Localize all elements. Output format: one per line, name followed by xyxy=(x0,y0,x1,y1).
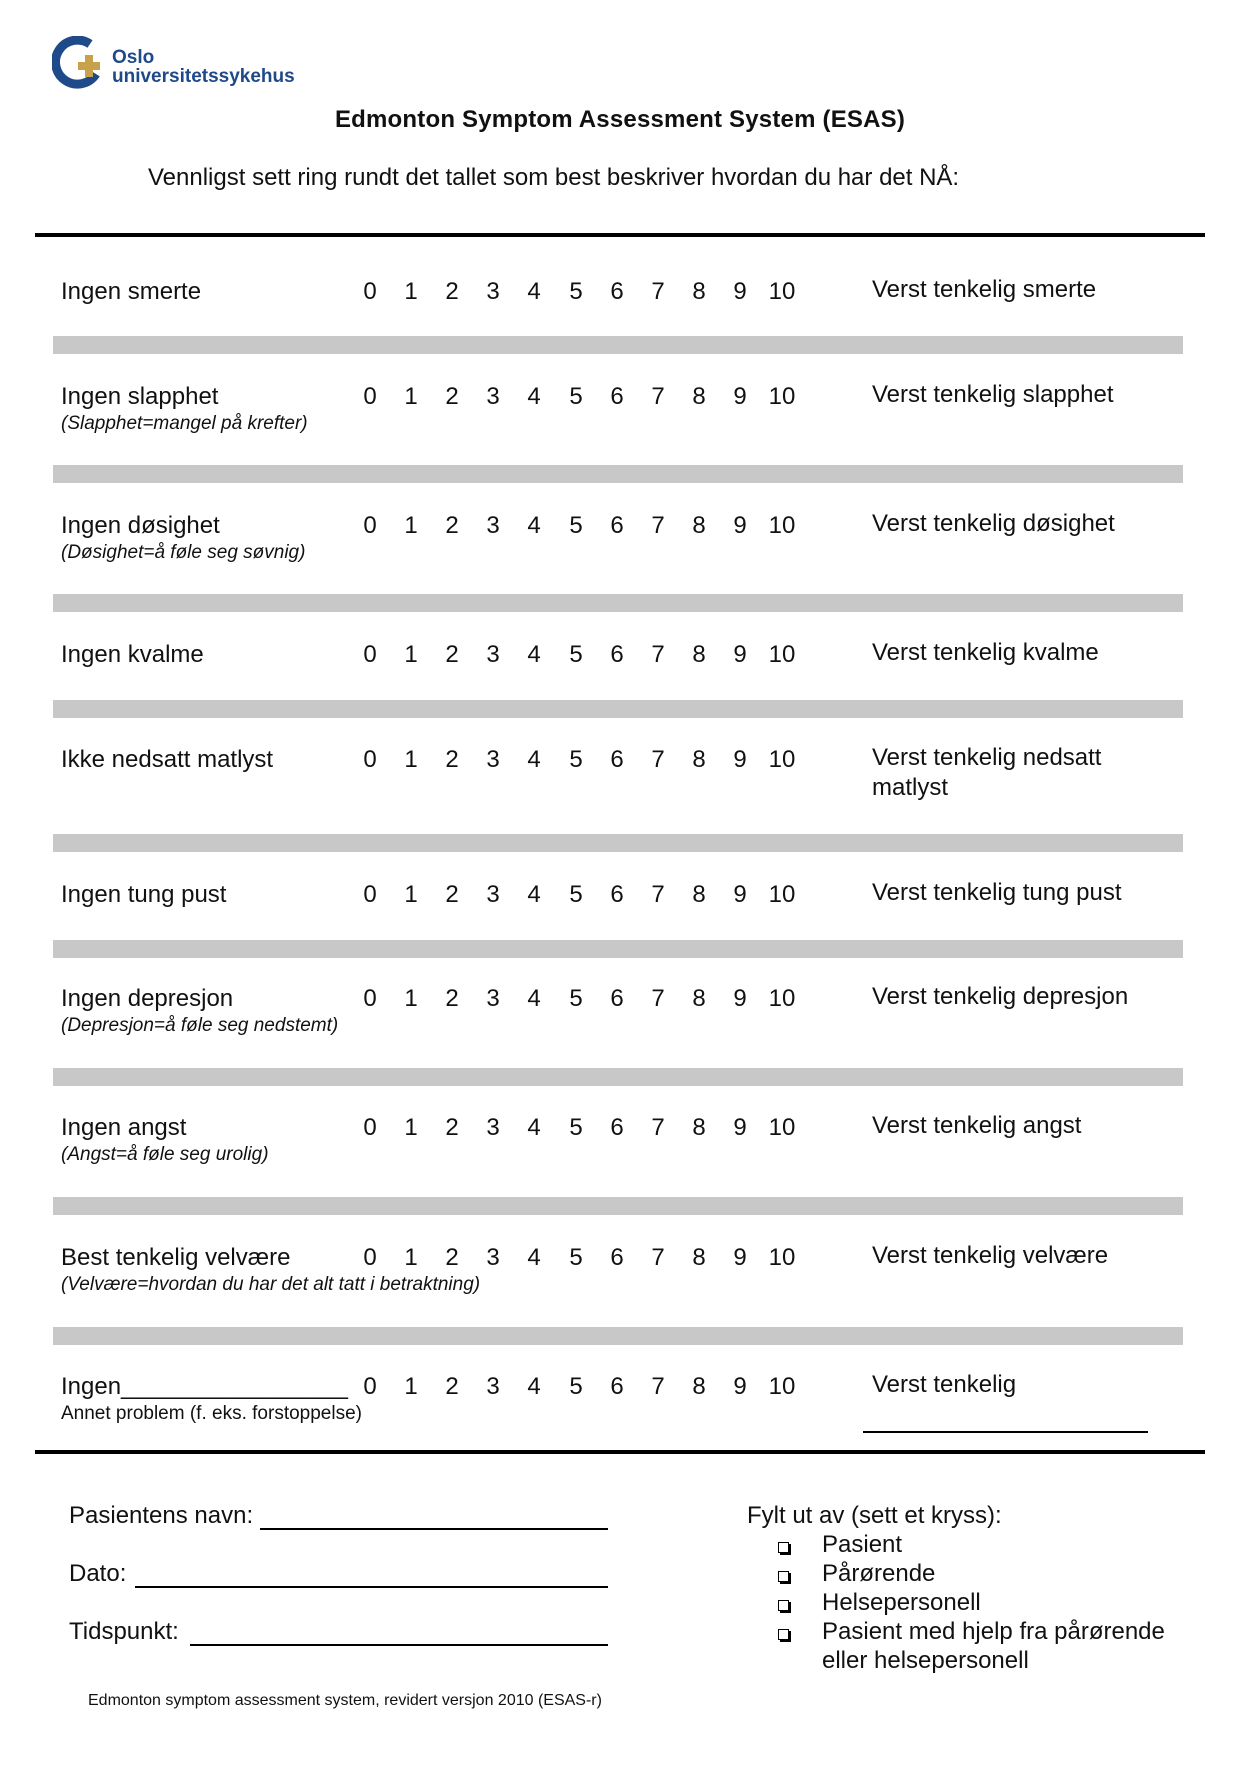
bottom-divider xyxy=(35,1450,1205,1454)
scale-number-3[interactable]: 3 xyxy=(486,278,500,305)
option-pasient-med-hjelp: Pasient med hjelp fra pårørende eller helsepersonell xyxy=(822,1618,1165,1674)
scale-number-9[interactable]: 9 xyxy=(733,881,747,908)
scale-number-9[interactable]: 9 xyxy=(733,1373,747,1400)
row-left-label: Ingen_________________ xyxy=(61,1373,348,1400)
scale-number-2[interactable]: 2 xyxy=(445,1244,459,1271)
scale-number-2[interactable]: 2 xyxy=(445,278,459,305)
scale-number-3[interactable]: 3 xyxy=(486,512,500,539)
scale-number-0[interactable]: 0 xyxy=(363,746,377,773)
row-left-label: Ingen kvalme xyxy=(61,641,204,668)
scale-number-5[interactable]: 5 xyxy=(569,746,583,773)
page-title: Edmonton Symptom Assessment System (ESAS) xyxy=(334,106,906,133)
patient-name-label: Pasientens navn: xyxy=(69,1502,254,1529)
scale-number-2[interactable]: 2 xyxy=(445,512,459,539)
scale-number-5[interactable]: 5 xyxy=(569,985,583,1012)
scale-number-2[interactable]: 2 xyxy=(445,985,459,1012)
scale-number-0[interactable]: 0 xyxy=(363,881,377,908)
scale-number-1[interactable]: 1 xyxy=(404,641,418,668)
scale-number-1[interactable]: 1 xyxy=(404,1244,418,1271)
date-label: Dato: xyxy=(69,1560,127,1587)
row-right-label: Verst tenkelig angst xyxy=(872,1112,1082,1139)
row-right-label: Verst tenkelig depresjon xyxy=(872,983,1129,1010)
scale-number-1[interactable]: 1 xyxy=(404,1114,418,1141)
scale-number-3[interactable]: 3 xyxy=(486,1244,500,1271)
scale-number-2[interactable]: 2 xyxy=(445,746,459,773)
scale-number-5[interactable]: 5 xyxy=(569,278,583,305)
scale-number-5[interactable]: 5 xyxy=(569,881,583,908)
scale-number-6[interactable]: 6 xyxy=(610,641,624,668)
scale-number-9[interactable]: 9 xyxy=(733,985,747,1012)
scale-number-10[interactable]: 10 xyxy=(768,278,796,305)
scale-number-4[interactable]: 4 xyxy=(527,383,541,410)
scale-number-4[interactable]: 4 xyxy=(527,1373,541,1400)
checkbox-parorende[interactable] xyxy=(778,1571,789,1582)
row-separator-band xyxy=(53,594,1183,612)
scale-number-5[interactable]: 5 xyxy=(569,1114,583,1141)
scale-number-5[interactable]: 5 xyxy=(569,383,583,410)
scale-number-1[interactable]: 1 xyxy=(404,985,418,1012)
scale-number-10[interactable]: 10 xyxy=(768,746,796,773)
row-left-label: Ingen depresjon xyxy=(61,985,234,1012)
hospital-logo-icon xyxy=(52,36,108,92)
row-separator-band xyxy=(53,465,1183,483)
row-left-label: Best tenkelig velvære xyxy=(61,1244,291,1271)
scale-number-8[interactable]: 8 xyxy=(692,1244,706,1271)
scale-number-6[interactable]: 6 xyxy=(610,1114,624,1141)
row-separator-band xyxy=(53,834,1183,852)
scale-number-0[interactable]: 0 xyxy=(363,383,377,410)
scale-number-2[interactable]: 2 xyxy=(445,1114,459,1141)
scale-number-4[interactable]: 4 xyxy=(527,1244,541,1271)
row-separator-band xyxy=(53,336,1183,354)
hospital-logo xyxy=(52,36,312,96)
row-left-label: Ingen smerte xyxy=(61,278,202,305)
scale-number-3[interactable]: 3 xyxy=(486,383,500,410)
row-left-label: Ikke nedsatt matlyst xyxy=(61,746,274,773)
scale-number-6[interactable]: 6 xyxy=(610,746,624,773)
scale-number-7[interactable]: 7 xyxy=(651,1244,665,1271)
row-sub-label: (Slapphet=mangel på krefter) xyxy=(61,413,308,434)
scale-number-2[interactable]: 2 xyxy=(445,1373,459,1400)
row-right-label: Verst tenkelig slapphet xyxy=(872,381,1114,408)
scale-number-7[interactable]: 7 xyxy=(651,641,665,668)
scale-number-1[interactable]: 1 xyxy=(404,383,418,410)
row-separator-band xyxy=(53,1197,1183,1215)
scale-number-8[interactable]: 8 xyxy=(692,881,706,908)
scale-number-4[interactable]: 4 xyxy=(527,512,541,539)
checkbox-pasient-med-hjelp[interactable] xyxy=(778,1629,789,1640)
scale-number-9[interactable]: 9 xyxy=(733,746,747,773)
scale-number-5[interactable]: 5 xyxy=(569,1244,583,1271)
scale-number-7[interactable]: 7 xyxy=(651,985,665,1012)
patient-name-input[interactable] xyxy=(260,1528,608,1530)
time-input[interactable] xyxy=(190,1644,608,1646)
row-separator-band xyxy=(53,700,1183,718)
top-divider xyxy=(35,233,1205,237)
scale-number-0[interactable]: 0 xyxy=(363,1373,377,1400)
scale-number-1[interactable]: 1 xyxy=(404,746,418,773)
scale-number-9[interactable]: 9 xyxy=(733,383,747,410)
scale-number-5[interactable]: 5 xyxy=(569,512,583,539)
scale-number-9[interactable]: 9 xyxy=(733,641,747,668)
row-left-label: Ingen angst xyxy=(61,1114,187,1141)
scale-number-10[interactable]: 10 xyxy=(768,512,796,539)
scale-number-3[interactable]: 3 xyxy=(486,881,500,908)
option-helsepersonell: Helsepersonell xyxy=(822,1589,981,1616)
scale-number-2[interactable]: 2 xyxy=(445,383,459,410)
scale-number-9[interactable]: 9 xyxy=(733,1114,747,1141)
scale-number-10[interactable]: 10 xyxy=(768,641,796,668)
scale-number-0[interactable]: 0 xyxy=(363,278,377,305)
footer-text: Edmonton symptom assessment system, revidert versjon 2010 (ESAS-r) xyxy=(88,1692,602,1709)
row-sub-label: (Angst=å føle seg urolig) xyxy=(61,1144,269,1165)
row-right-label: Verst tenkelig velvære xyxy=(872,1242,1109,1269)
scale-number-1[interactable]: 1 xyxy=(404,881,418,908)
scale-number-8[interactable]: 8 xyxy=(692,746,706,773)
checkbox-pasient[interactable] xyxy=(778,1542,789,1553)
scale-number-10[interactable]: 10 xyxy=(768,881,796,908)
time-label: Tidspunkt: xyxy=(69,1618,179,1645)
logo-line2: universitetssykehus xyxy=(112,66,295,87)
row-separator-band xyxy=(53,940,1183,958)
scale-number-9[interactable]: 9 xyxy=(733,1244,747,1271)
logo-text xyxy=(112,48,295,86)
scale-number-6[interactable]: 6 xyxy=(610,278,624,305)
scale-number-7[interactable]: 7 xyxy=(651,1373,665,1400)
row-separator-band xyxy=(53,1068,1183,1086)
scale-number-7[interactable]: 7 xyxy=(651,746,665,773)
row-separator-band xyxy=(53,1327,1183,1345)
date-input[interactable] xyxy=(135,1586,608,1588)
scale-number-1[interactable]: 1 xyxy=(404,278,418,305)
scale-number-8[interactable]: 8 xyxy=(692,641,706,668)
scale-number-5[interactable]: 5 xyxy=(569,641,583,668)
row-right-label: Verst tenkelig nedsatt matlyst xyxy=(872,744,1102,801)
scale-number-7[interactable]: 7 xyxy=(651,278,665,305)
instruction-text: Vennligst sett ring rundt det tallet som best beskriver hvordan du har det NÅ: xyxy=(148,164,960,191)
scale-number-0[interactable]: 0 xyxy=(363,1114,377,1141)
scale-number-3[interactable]: 3 xyxy=(486,985,500,1012)
scale-number-4[interactable]: 4 xyxy=(527,641,541,668)
row-left-label: Ingen døsighet xyxy=(61,512,220,539)
scale-number-7[interactable]: 7 xyxy=(651,512,665,539)
scale-number-3[interactable]: 3 xyxy=(486,746,500,773)
scale-number-4[interactable]: 4 xyxy=(527,1114,541,1141)
option-pasient: Pasient xyxy=(822,1531,903,1558)
scale-number-6[interactable]: 6 xyxy=(610,1373,624,1400)
scale-number-6[interactable]: 6 xyxy=(610,881,624,908)
scale-number-6[interactable]: 6 xyxy=(610,383,624,410)
scale-number-6[interactable]: 6 xyxy=(610,512,624,539)
scale-number-8[interactable]: 8 xyxy=(692,985,706,1012)
scale-number-0[interactable]: 0 xyxy=(363,641,377,668)
scale-number-4[interactable]: 4 xyxy=(527,985,541,1012)
scale-number-1[interactable]: 1 xyxy=(404,512,418,539)
filled-by-label: Fylt ut av (sett et kryss): xyxy=(747,1502,1002,1529)
checkbox-helsepersonell[interactable] xyxy=(778,1600,789,1611)
scale-number-4[interactable]: 4 xyxy=(527,278,541,305)
scale-number-10[interactable]: 10 xyxy=(768,1244,796,1271)
row-left-label: Ingen tung pust xyxy=(61,881,227,908)
scale-number-10[interactable]: 10 xyxy=(768,383,796,410)
scale-number-8[interactable]: 8 xyxy=(692,512,706,539)
row-right-label: Verst tenkelig tung pust xyxy=(872,879,1122,906)
scale-number-3[interactable]: 3 xyxy=(486,1373,500,1400)
scale-number-10[interactable]: 10 xyxy=(768,1373,796,1400)
other-problem-right-line[interactable] xyxy=(863,1431,1148,1433)
scale-number-8[interactable]: 8 xyxy=(692,1114,706,1141)
scale-number-5[interactable]: 5 xyxy=(569,1373,583,1400)
row-sub-label: (Døsighet=å føle seg søvnig) xyxy=(61,542,306,563)
scale-number-7[interactable]: 7 xyxy=(651,1114,665,1141)
row-sub-label: (Depresjon=å føle seg nedstemt) xyxy=(61,1015,339,1036)
scale-number-9[interactable]: 9 xyxy=(733,512,747,539)
scale-number-0[interactable]: 0 xyxy=(363,1244,377,1271)
scale-number-2[interactable]: 2 xyxy=(445,881,459,908)
scale-number-7[interactable]: 7 xyxy=(651,881,665,908)
scale-number-4[interactable]: 4 xyxy=(527,881,541,908)
scale-number-1[interactable]: 1 xyxy=(404,1373,418,1400)
row-right-label: Verst tenkelig smerte xyxy=(872,276,1097,303)
scale-number-8[interactable]: 8 xyxy=(692,278,706,305)
scale-number-6[interactable]: 6 xyxy=(610,1244,624,1271)
row-sub-label: Annet problem (f. eks. forstoppelse) xyxy=(61,1403,362,1424)
row-right-label: Verst tenkelig døsighet xyxy=(872,510,1115,537)
scale-number-6[interactable]: 6 xyxy=(610,985,624,1012)
row-left-label: Ingen slapphet xyxy=(61,383,219,410)
scale-number-0[interactable]: 0 xyxy=(363,512,377,539)
scale-number-3[interactable]: 3 xyxy=(486,1114,500,1141)
scale-number-10[interactable]: 10 xyxy=(768,1114,796,1141)
scale-number-10[interactable]: 10 xyxy=(768,985,796,1012)
row-right-label: Verst tenkelig xyxy=(872,1371,1017,1398)
scale-number-8[interactable]: 8 xyxy=(692,383,706,410)
row-right-label: Verst tenkelig kvalme xyxy=(872,639,1099,666)
scale-number-7[interactable]: 7 xyxy=(651,383,665,410)
scale-number-3[interactable]: 3 xyxy=(486,641,500,668)
row-sub-label: (Velvære=hvordan du har det alt tatt i betraktning) xyxy=(61,1274,481,1295)
logo-line1: Oslo xyxy=(112,47,155,68)
scale-number-8[interactable]: 8 xyxy=(692,1373,706,1400)
scale-number-9[interactable]: 9 xyxy=(733,278,747,305)
scale-number-0[interactable]: 0 xyxy=(363,985,377,1012)
option-parorende: Pårørende xyxy=(822,1560,936,1587)
scale-number-4[interactable]: 4 xyxy=(527,746,541,773)
scale-number-2[interactable]: 2 xyxy=(445,641,459,668)
